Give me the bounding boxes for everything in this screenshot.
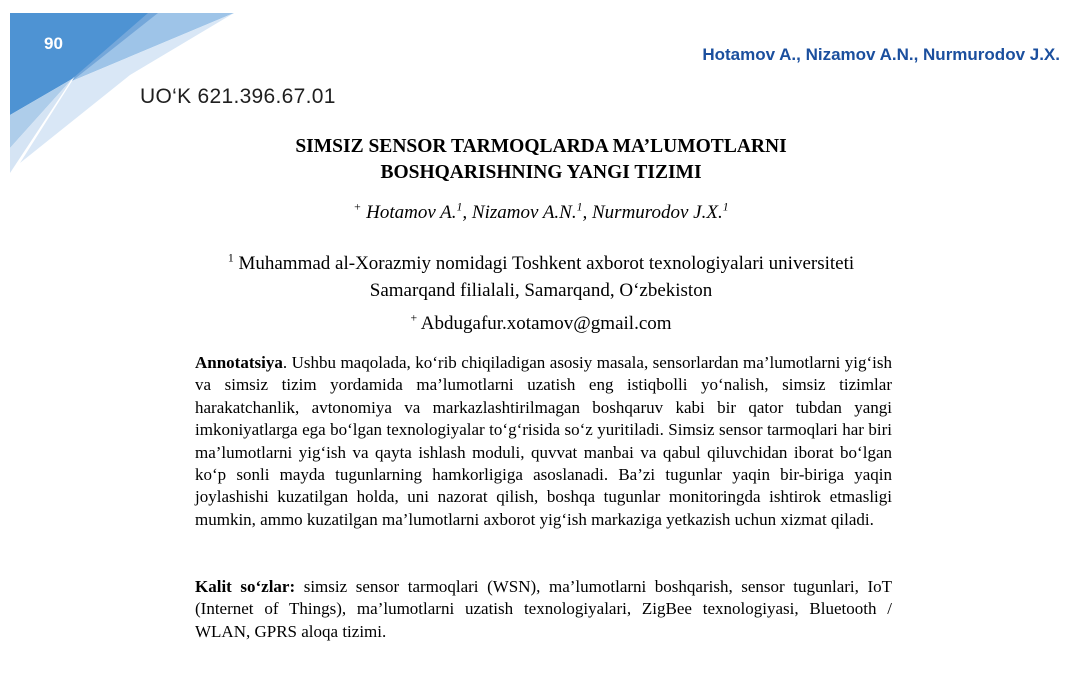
abstract-text: . Ushbu maqolada, ko‘rib chiqiladigan asosiy masala, sensorlardan ma’lumotlarni yig‘ish va simsiz tizim yordamida ma’lumotlarni uzatish eng istiqbolli yo‘nalish, simsiz tizimlar harakatchanlik, avtonomiya va markazlashtirilmagan boshqaruv kabi bir qator tubdan yangi imkoniyatlarga ega bo‘lgan texnologiyalar to‘g‘risida so‘z yuritiladi. Simsiz sensor tarmoqlari har biri ma’lumotlarni yig‘ish va qayta ishlash moduli, quvvat manbai va qabul qiluvchidan iborat bo‘lgan ko‘p sonli mayda tugunlarning hamkorligiga asoslanadi. Ba’zi tugunlar yaqin bir-biriga yaqin joylashishi kuzatilgan holda, uni nazorat qilish, boshqa tugunlar monitoringda ishtirok etmasligi mumkin, ammo kuzatilgan ma’lumotlarni axborot yig‘ish markaziga yetkazish uchun xizmat qiladi. — [195, 353, 892, 529]
udc-code: UO‘K 621.396.67.01 — [140, 85, 336, 108]
author-affil-sup: 1 — [456, 200, 463, 214]
author-separator: , — [462, 202, 472, 223]
affiliation — [0, 250, 1082, 304]
author-name: Nurmurodov J.X. — [592, 202, 723, 223]
byline-prefix-sup: + — [353, 200, 362, 214]
article-title-line2: BOSHQARISHNING YANGI TIZIMI — [380, 162, 702, 183]
keywords-text: simsiz sensor tarmoqlari (WSN), ma’lumotlarni boshqarish, sensor tugunlari, IoT (Internet of Things), ma’lumotlarni uzatish texnologiyalari, ZigBee texnologiyasi, Bluetooth / WLAN, GPRS aloqa tizimi. — [195, 577, 893, 641]
affiliation-sup: 1 — [227, 251, 234, 265]
keywords-label: Kalit so‘zlar: — [195, 577, 296, 596]
contact-email — [0, 313, 1082, 335]
author-name: Hotamov A. — [366, 202, 457, 223]
email-address: Abdugafur.xotamov@gmail.com — [420, 313, 672, 334]
abstract-label: Annotatsiya — [195, 353, 283, 372]
keywords-paragraph — [195, 576, 892, 643]
author-affil-sup: 1 — [722, 200, 729, 214]
email-sup: + — [410, 311, 418, 325]
article-title-line1: SIMSIZ SENSOR TARMOQLARDA MA’LUMOTLARNI — [295, 136, 787, 157]
article-title — [0, 134, 1082, 186]
abstract-paragraph — [195, 352, 892, 531]
affiliation-line2: Samarqand filialali, Samarqand, O‘zbekiston — [369, 280, 713, 301]
author-affil-sup: 1 — [576, 200, 583, 214]
running-head-authors: Hotamov A., Nizamov A.N., Nurmurodov J.X. — [702, 45, 1060, 64]
authors-byline — [0, 202, 1082, 224]
affiliation-line1: $^1$ Muhammad al-Xorazmiy nomidagi Toshkent axborot texnologiyalari universiteti — [227, 251, 855, 274]
author-name: Nizamov A.N. — [471, 202, 577, 223]
page-number: 90 — [44, 34, 63, 53]
author-separator: , — [582, 202, 592, 223]
